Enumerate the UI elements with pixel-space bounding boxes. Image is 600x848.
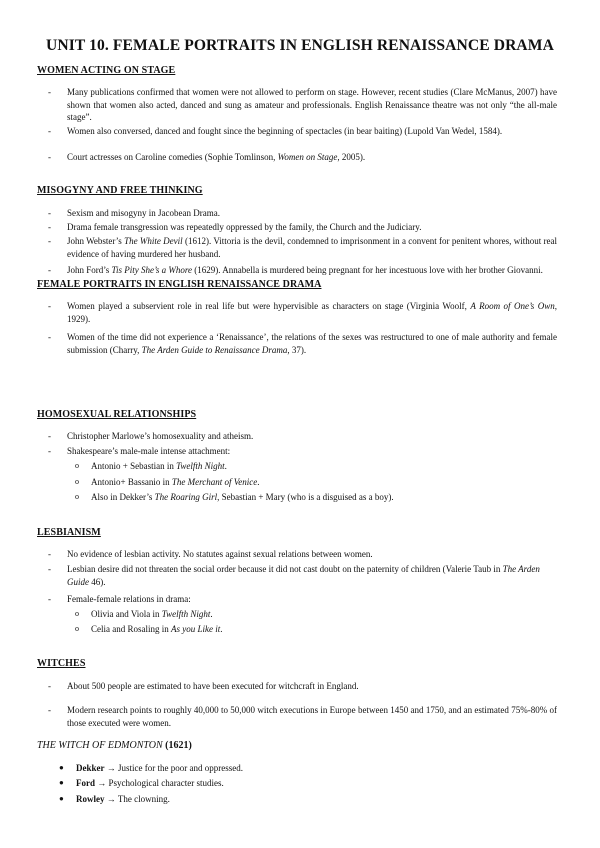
list-item: Drama female transgression was repeatedly oppressed by the family, the Church and the Judiciary. [67, 222, 422, 232]
dash-marker: - [48, 222, 51, 232]
section-heading-female-portraits: FEMALE PORTRAITS IN ENGLISH RENAISSANCE DRAMA [37, 279, 322, 290]
list-item: Sexism and misogyny in Jacobean Drama. [67, 208, 220, 218]
author-item: Ford → Psychological character studies. [76, 778, 224, 788]
section-heading-homosexual: HOMOSEXUAL RELATIONSHIPS [37, 409, 197, 420]
play-heading [37, 740, 192, 751]
list-item: Lesbian desire did not threaten the social order because it did not cast doubt on the paternity of children (Valerie Taub in The Arden Guide 46). [67, 564, 540, 587]
list-item: Court actresses on Caroline comedies (Sophie Tomlinson, Women on Stage, 2005). [67, 152, 366, 162]
section-heading-misogyny: MISOGYNY AND FREE THINKING [37, 185, 203, 196]
bullet-marker: ● [59, 794, 64, 803]
dash-marker: - [48, 549, 51, 559]
ring-marker: o [75, 461, 79, 470]
list-item: Women of the time did not experience a ‘Renaissance’, the relations of the sexes was restructured to one of male authority and female submission (Charry, The Arden Guide to Renaissance Drama, 37). [67, 332, 557, 355]
list-item: No evidence of lesbian activity. No statutes against sexual relations between women. [67, 549, 373, 559]
dash-marker: - [48, 705, 51, 715]
play-year: (1621) [165, 740, 192, 751]
dash-marker: - [48, 87, 51, 97]
dash-marker: - [48, 236, 51, 246]
dash-marker: - [48, 208, 51, 218]
dash-marker: - [48, 564, 51, 574]
ring-marker: o [75, 492, 79, 501]
sub-list-item: Antonio+ Bassanio in The Merchant of Venice. [91, 477, 260, 487]
list-item: Modern research points to roughly 40,000 to 50,000 witch executions in Europe between 1450 and 1750, and an estimated 75%-80% of those executed were women. [67, 705, 557, 728]
list-item: Shakespeare’s male-male intense attachment: [67, 446, 231, 456]
dash-marker: - [48, 431, 51, 441]
list-item: Christopher Marlowe’s homosexuality and atheism. [67, 431, 254, 441]
sub-list-item: Celia and Rosaling in As you Like it. [91, 624, 223, 634]
dash-marker: - [48, 265, 51, 275]
dash-marker: - [48, 446, 51, 456]
bullet-marker: ● [59, 778, 64, 787]
ring-marker: o [75, 624, 79, 633]
dash-marker: - [48, 301, 51, 311]
list-item: About 500 people are estimated to have been executed for witchcraft in England. [67, 681, 359, 691]
list-item: Women also conversed, danced and fought since the beginning of spectacles (in bear baiting) (Lupold Van Wedel, 1584). [67, 126, 503, 136]
list-item: Women played a subservient role in real life but were hypervisible as characters on stage (Virginia Woolf, A Room of One’s Own, 1929). [67, 301, 557, 324]
ring-marker: o [75, 477, 79, 486]
list-item: Many publications confirmed that women were not allowed to perform on stage. However, recent studies (Clare McManus, 2007) have shown that women also acted, danced and sung as amateur and professionals. English Renaissance theatre was not only “the all-male stage”. [67, 87, 557, 122]
author-item: Rowley → The clowning. [76, 794, 170, 804]
play-title: THE WITCH OF EDMONTON [37, 740, 163, 751]
dash-marker: - [48, 126, 51, 136]
author-item: Dekker → Justice for the poor and oppressed. [76, 763, 243, 773]
section-heading-witches: WITCHES [37, 658, 86, 669]
list-item: John Ford’s Tis Pity She’s a Whore (1629). Annabella is murdered being pregnant for her incestuous love with her brother Giovanni. [67, 265, 543, 275]
dash-marker: - [48, 152, 51, 162]
dash-marker: - [48, 681, 51, 691]
sub-list-item: Antonio + Sebastian in Twelfth Night. [91, 461, 227, 471]
dash-marker: - [48, 594, 51, 604]
ring-marker: o [75, 609, 79, 618]
list-item: John Webster’s The White Devil (1612). Vittoria is the devil, condemned to imprisonment in a convent for penitent whores, without real evidence of having murdered her husband. [67, 236, 557, 259]
section-heading-lesbianism: LESBIANISM [37, 527, 101, 538]
sub-list-item: Also in Dekker’s The Roaring Girl, Sebastian + Mary (who is a disguised as a boy). [91, 492, 394, 502]
page-title: UNIT 10. FEMALE PORTRAITS IN ENGLISH RENAISSANCE DRAMA [46, 37, 554, 54]
sub-list-item: Olivia and Viola in Twelfth Night. [91, 609, 213, 619]
section-heading-women-acting: WOMEN ACTING ON STAGE [37, 65, 176, 76]
dash-marker: - [48, 332, 51, 342]
list-item: Female-female relations in drama: [67, 594, 191, 604]
bullet-marker: ● [59, 763, 64, 772]
